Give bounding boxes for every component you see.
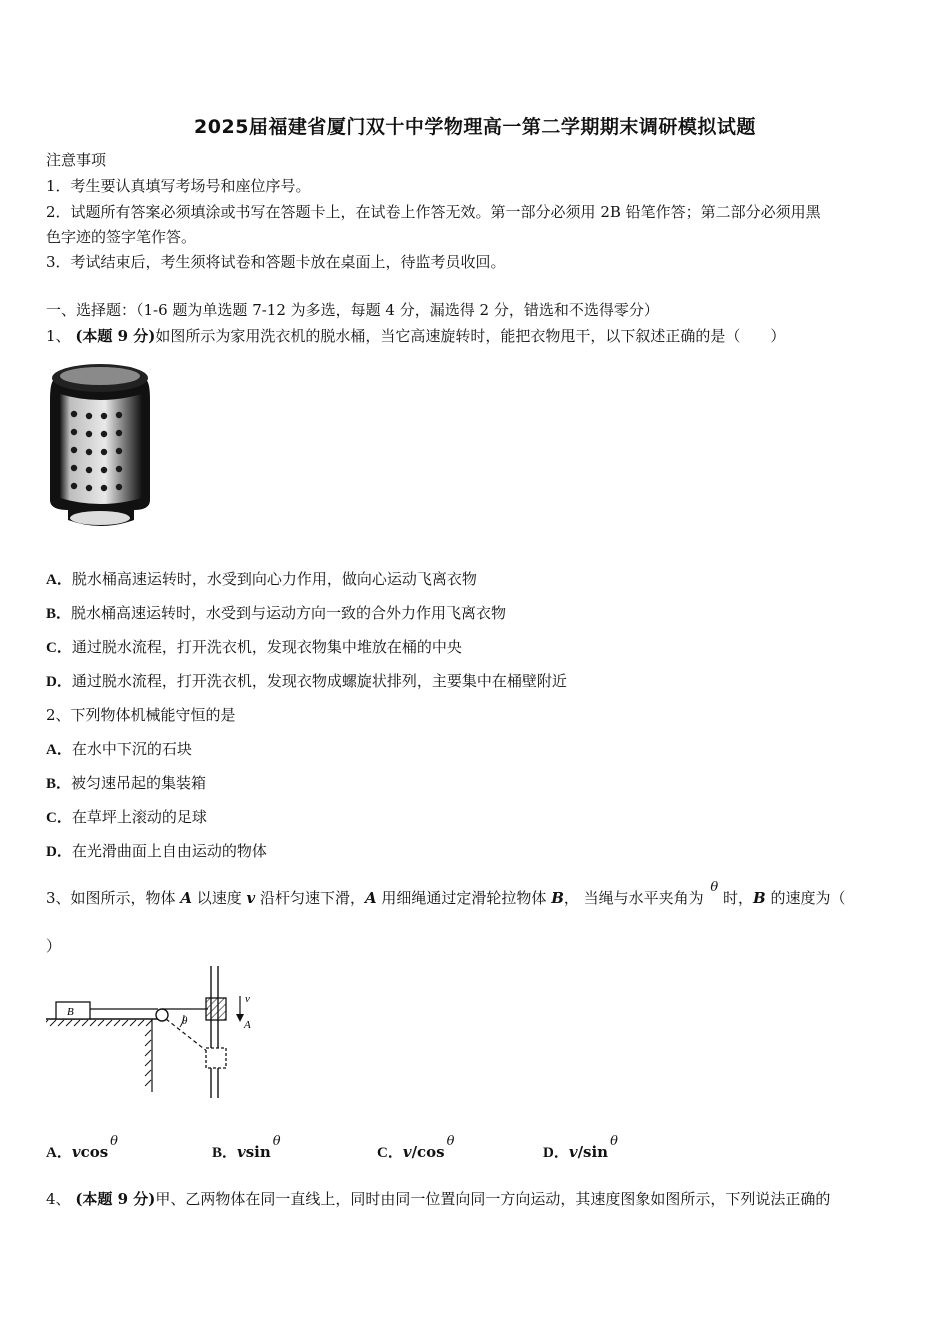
q1-score: (本题 9 分) xyxy=(75,327,156,345)
q4-text: 甲、乙两物体在同一直线上，同时由同一位置向同一方向运动，其速度图象如图所示，下列说法正确的 xyxy=(155,1190,831,1208)
q1-option-b[interactable]: B．脱水桶高速运转时，水受到与运动方向一致的合外力作用飞离衣物 xyxy=(46,604,507,622)
q4-number: 4、 xyxy=(46,1190,71,1208)
section-heading: 一、选择题：（1-6 题为单选题 7-12 为多选，每题 4 分，漏选得 2 分，错选和不选得零分） xyxy=(46,301,659,319)
question-4-stem xyxy=(46,1189,830,1209)
label-theta: θ xyxy=(182,1015,188,1027)
page-title: 2025届福建省厦门双十中学物理高一第二学期期末调研模拟试题 xyxy=(194,116,756,138)
question-1-stem xyxy=(46,326,785,346)
label-a: A xyxy=(244,1019,251,1031)
block-a xyxy=(206,998,226,1020)
label-b: B xyxy=(67,1006,74,1018)
q1-option-c[interactable]: C．通过脱水流程，打开洗衣机，发现衣物集中堆放在桶的中央 xyxy=(46,638,462,656)
notice-item-1: 1．考生要认真填写考场号和座位序号。 xyxy=(46,177,311,195)
q3-option-b[interactable]: B．vsinθ xyxy=(212,1134,281,1161)
question-3-stem: 3、如图所示，物体 A 以速度 v 沿杆匀速下滑，A 用细绳通过定滑轮拉物体 B， 当绳与水平夹角为 θ 时，B 的速度为（ xyxy=(46,880,846,907)
q2-option-c[interactable]: C．在草坪上滚动的足球 xyxy=(46,808,207,826)
block-a-later xyxy=(206,1048,226,1068)
question-2-stem: 2、下列物体机械能守恒的是 xyxy=(46,706,236,724)
notice-heading: 注意事项 xyxy=(46,151,107,169)
q3-option-c[interactable]: C．v/cosθ xyxy=(377,1134,455,1161)
q2-option-a[interactable]: A．在水中下沉的石块 xyxy=(46,740,192,758)
q2-option-d[interactable]: D．在光滑曲面上自由运动的物体 xyxy=(46,842,267,860)
q1-option-a[interactable]: A．脱水桶高速运转时，水受到向心力作用，做向心运动飞离衣物 xyxy=(46,570,477,588)
q3-option-a[interactable]: A．vcosθ xyxy=(46,1134,118,1161)
question-3-stem-cont: ） xyxy=(46,937,62,955)
q2-option-b[interactable]: B．被匀速吊起的集装箱 xyxy=(46,774,207,792)
notice-item-3: 3．考试结束后，考生须将试卷和答题卡放在桌面上，待监考员收回。 xyxy=(46,253,506,271)
q1-number: 1、 xyxy=(46,327,71,345)
spin-dryer-figure xyxy=(46,360,156,532)
q1-option-d[interactable]: D．通过脱水流程，打开洗衣机，发现衣物成螺旋状排列，主要集中在桶壁附近 xyxy=(46,672,567,690)
notice-item-2: 2．试题所有答案必须填涂或书写在答题卡上，在试卷上作答无效。第一部分必须用 2B 铅笔作答；第二部分必须用黑 xyxy=(46,203,821,221)
pulley-rod-figure xyxy=(46,964,276,1102)
notice-item-2-cont: 色字迹的签字笔作答。 xyxy=(46,228,197,246)
q3-option-d[interactable]: D．v/sinθ xyxy=(543,1134,618,1161)
q4-score: (本题 9 分) xyxy=(75,1190,156,1208)
label-v: v xyxy=(245,993,250,1005)
q1-text: 如图所示为家用洗衣机的脱水桶，当它高速旋转时，能把衣物甩干，以下叙述正确的是（ ） xyxy=(155,327,786,345)
